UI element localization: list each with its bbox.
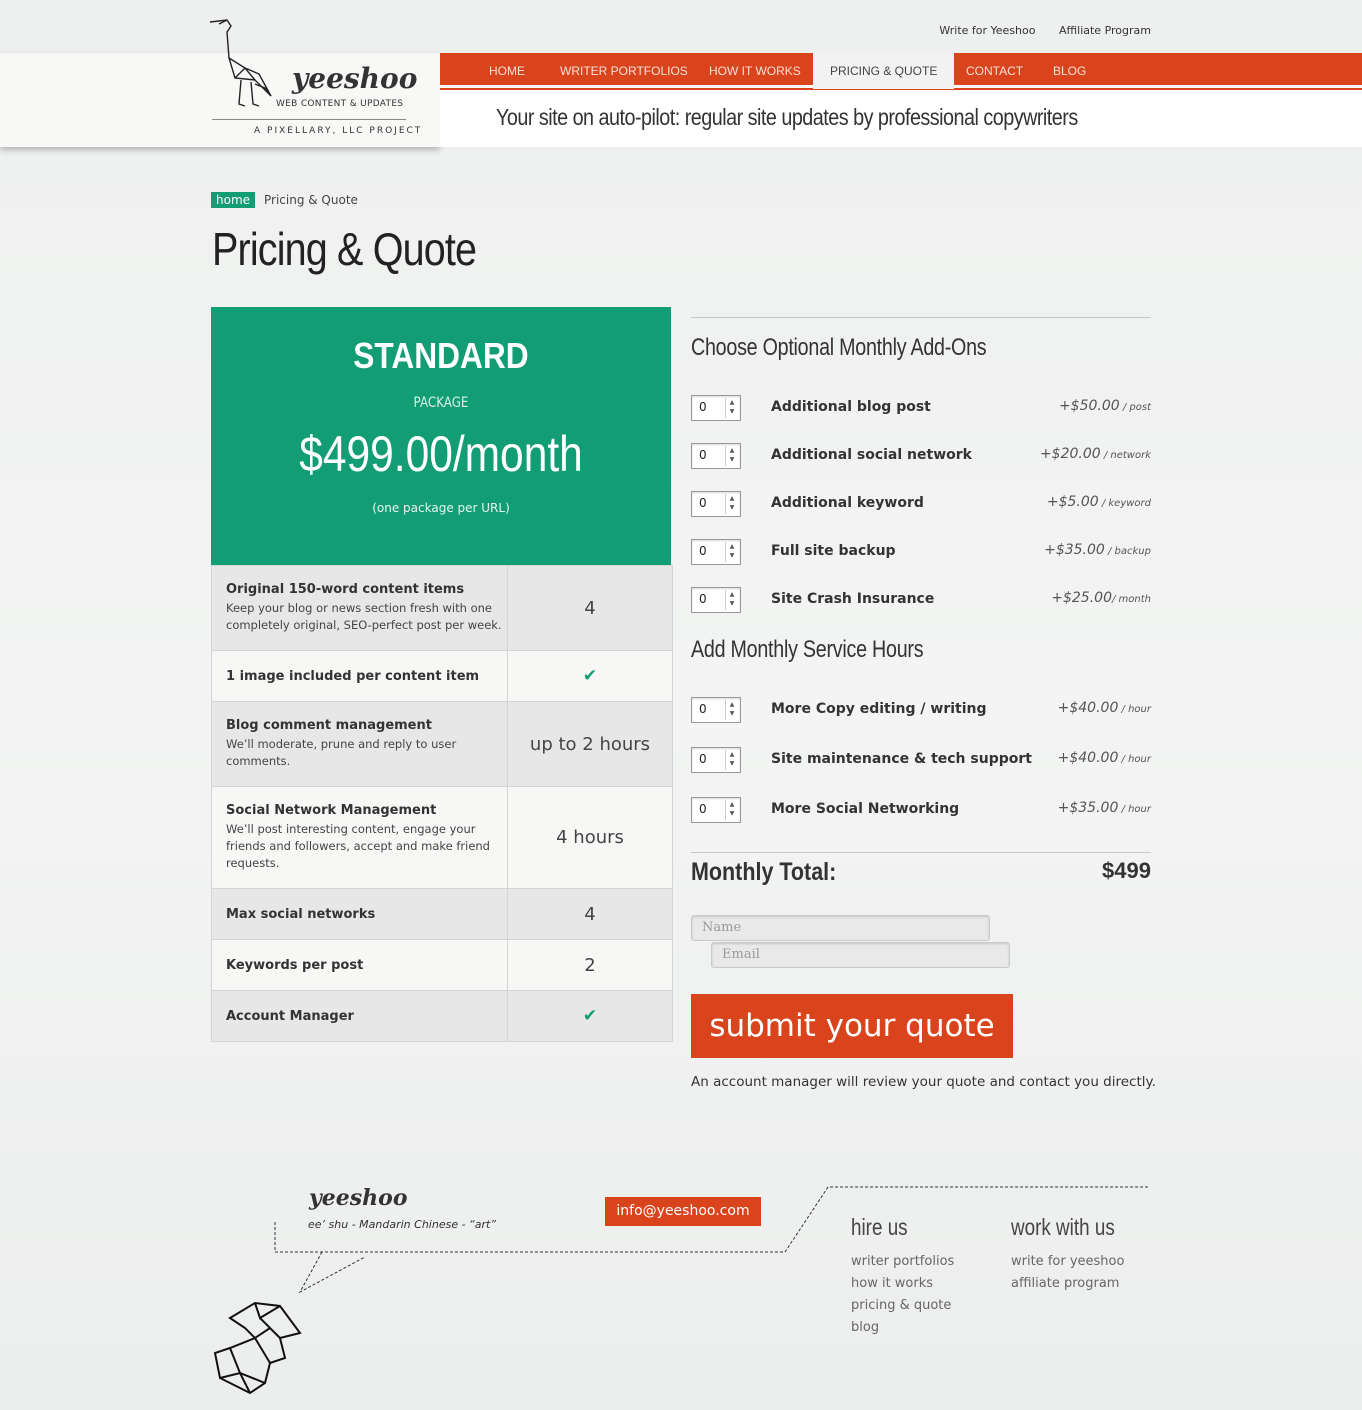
package-card [211, 307, 671, 565]
nav-blog[interactable]: BLOG [1053, 64, 1087, 78]
stepper-arrows-icon[interactable]: ▲ ▼ [725, 800, 738, 820]
package-name: STANDARD [353, 335, 529, 376]
logo-wordmark[interactable]: yeeshoo [292, 62, 418, 95]
hours-row [691, 747, 1151, 773]
work-links [1011, 1251, 1124, 1295]
work-heading: work with us [1011, 1214, 1115, 1240]
quantity-stepper[interactable]: 0 ▲ ▼ [691, 443, 741, 469]
table-row [212, 888, 672, 939]
feature-title: 1 image included per content item [226, 668, 480, 684]
table-row [212, 565, 672, 650]
quantity-stepper[interactable]: 0 ▲ ▼ [691, 587, 741, 613]
feature-value: up to 2 hours [529, 733, 651, 755]
addon-label: Additional keyword [771, 495, 924, 511]
footer-logo: yeeshoo [309, 1185, 408, 1211]
package-note: (one package per URL) [372, 501, 510, 515]
divider [691, 852, 1151, 853]
quantity-stepper[interactable]: 0 ▲ ▼ [691, 747, 741, 773]
addon-label: Site Crash Insurance [771, 591, 935, 607]
breadcrumb-current: Pricing & Quote [264, 193, 358, 207]
addon-label: Additional social network [771, 447, 972, 463]
feature-value: 4 [584, 597, 596, 619]
stepper-arrows-icon[interactable]: ▲ ▼ [725, 590, 738, 610]
addon-row [691, 491, 1151, 517]
quantity-stepper[interactable]: 0 ▲ ▼ [691, 697, 741, 723]
stepper-arrows-icon[interactable]: ▲ ▼ [725, 446, 738, 466]
nav-contact[interactable]: CONTACT [966, 64, 1024, 78]
hours-price: +$40.00 / hour [1057, 750, 1151, 766]
logo-project-line: A PIXELLARY, LLC PROJECT [254, 126, 423, 136]
package-label: PACKAGE [413, 395, 469, 411]
table-row [212, 990, 672, 1041]
nav-home[interactable]: HOME [489, 64, 525, 78]
monthly-total-value: $499 [1102, 858, 1151, 883]
stepper-arrows-icon[interactable]: ▲ ▼ [725, 542, 738, 562]
footer-tagline: ee’ shu - Mandarin Chinese - “art” [308, 1218, 497, 1231]
hire-links [851, 1251, 954, 1339]
feature-title: Original 150-word content items [226, 582, 465, 597]
crane-logo-icon [205, 18, 285, 110]
nav-how-it-works[interactable]: HOW IT WORKS [709, 64, 801, 78]
feature-value: 4 hours [556, 827, 624, 848]
tagline: Your site on auto-pilot: regular site updates by professional copywriters [496, 104, 1078, 130]
table-row [212, 786, 672, 888]
feature-title: Social Network Management [226, 803, 437, 818]
feature-title: Account Manager [226, 1008, 354, 1024]
email-button[interactable]: info@yeeshoo.com [605, 1197, 761, 1226]
hours-label: More Copy editing / writing [771, 701, 987, 717]
nav-pricing-quote[interactable]: PRICING & QUOTE [813, 53, 954, 89]
feature-table [211, 565, 673, 1042]
feature-desc: We’ll moderate, prune and reply to user comments. [226, 737, 457, 768]
addon-label: Full site backup [771, 543, 896, 559]
stepper-arrows-icon[interactable]: ▲ ▼ [725, 494, 738, 514]
footer-link[interactable]: how it works [851, 1276, 934, 1291]
nav-writer-portfolios[interactable]: WRITER PORTFOLIOS [560, 64, 688, 78]
addons-heading: Choose Optional Monthly Add-Ons [691, 334, 987, 361]
package-price: $499.00/month [299, 426, 583, 482]
submit-quote-button[interactable]: submit your quote [691, 994, 1013, 1058]
addon-row [691, 443, 1151, 469]
name-field[interactable]: Name [691, 915, 990, 941]
addon-price: +$20.00 / network [1039, 446, 1151, 462]
check-icon: ✔ [582, 666, 598, 686]
hire-heading: hire us [851, 1214, 908, 1240]
stepper-arrows-icon[interactable]: ▲ ▼ [725, 750, 738, 770]
feature-value: 4 [584, 903, 596, 925]
quantity-stepper[interactable]: 0 ▲ ▼ [691, 797, 741, 823]
table-row [212, 701, 672, 786]
stepper-arrows-icon[interactable]: ▲ ▼ [725, 700, 738, 720]
footer-link[interactable]: writer portfolios [851, 1254, 955, 1269]
addon-row [691, 587, 1151, 613]
top-link-write[interactable]: Write for Yeeshoo [939, 24, 1036, 37]
feature-desc: We’ll post interesting content, engage your friends and followers, accept and make friend requests. [226, 822, 490, 870]
footer-link[interactable]: write for yeeshoo [1011, 1254, 1125, 1269]
top-link-affiliate[interactable]: Affiliate Program [1058, 24, 1151, 37]
hours-price: +$35.00 / hour [1057, 800, 1151, 816]
quantity-stepper[interactable]: 0 ▲ ▼ [691, 395, 741, 421]
main-nav [440, 53, 1362, 88]
page-title: Pricing & Quote [212, 223, 477, 275]
review-note: An account manager will review your quote and contact you directly. [691, 1074, 1156, 1090]
feature-desc: Keep your blog or news section fresh with one completely original, SEO-perfect post per week. [226, 601, 502, 632]
quantity-stepper[interactable]: 0 ▲ ▼ [691, 491, 741, 517]
table-row [212, 650, 672, 701]
hours-label: More Social Networking [771, 801, 960, 817]
hours-row [691, 697, 1151, 723]
addon-price: +$35.00 / backup [1044, 542, 1151, 558]
feature-title: Max social networks [226, 906, 376, 922]
feature-value: 2 [584, 954, 596, 976]
footer-link[interactable]: affiliate program [1011, 1276, 1120, 1291]
hours-row [691, 797, 1151, 823]
top-links [919, 24, 1151, 37]
addon-label: Additional blog post [771, 399, 931, 415]
feature-title: Keywords per post [226, 957, 364, 973]
addon-price: +$5.00 / keyword [1046, 494, 1151, 510]
addon-price: +$50.00 / post [1058, 398, 1151, 414]
divider [691, 317, 1151, 318]
check-icon: ✔ [582, 1006, 598, 1026]
rabbit-logo-icon [210, 1298, 305, 1398]
hours-label: Site maintenance & tech support [771, 751, 1032, 767]
feature-title: Blog comment management [226, 718, 432, 733]
logo-subtitle: WEB CONTENT & UPDATES [276, 99, 404, 109]
table-row [212, 939, 672, 990]
footer-link[interactable]: blog [851, 1320, 880, 1335]
hours-price: +$40.00 / hour [1057, 700, 1151, 716]
monthly-total-label: Monthly Total: [691, 858, 837, 886]
addon-row [691, 539, 1151, 565]
hours-heading: Add Monthly Service Hours [691, 636, 924, 663]
stepper-arrows-icon[interactable]: ▲ ▼ [725, 398, 738, 418]
logo-divider [212, 119, 406, 120]
breadcrumb-home[interactable]: home [211, 192, 255, 208]
email-field[interactable]: Email [711, 942, 1010, 968]
addon-price: +$25.00/ month [1051, 590, 1151, 606]
footer-link[interactable]: pricing & quote [851, 1298, 952, 1313]
quantity-stepper[interactable]: 0 ▲ ▼ [691, 539, 741, 565]
addon-row [691, 395, 1151, 421]
